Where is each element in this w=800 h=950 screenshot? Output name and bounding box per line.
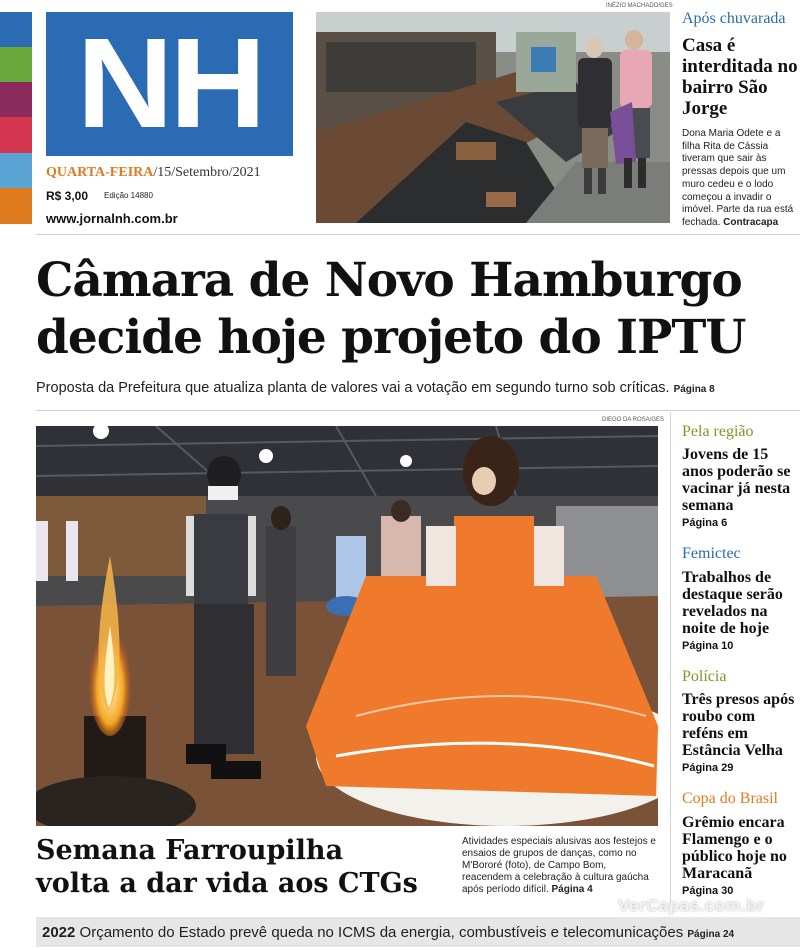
footer-page: Página 24 [687,929,735,940]
column-divider [670,412,671,907]
edition-number: Edição 14880 [104,191,153,200]
color-stripe [0,153,32,188]
subhead-page: Página 8 [673,384,715,395]
website-link[interactable]: www.jornalnh.com.br [46,211,178,226]
divider [36,234,800,235]
date: /15/Setembro/2021 [153,165,261,180]
color-stripe [0,47,32,82]
sidebar-page: Página 10 [682,640,734,652]
sidebar-page: Página 6 [682,517,728,529]
sidebar-headline-femictec[interactable]: Trabalhos de destaque serão revelados na noite de hoje [682,569,783,637]
sidebar-headline-cup[interactable]: Grêmio encara Flamengo e o público hoje no Maracanã [682,814,787,882]
side-color-bar [0,12,32,224]
top-story-text: Dona Maria Odete e a filha Rita de Cássia tiveram que sair às pressas depois que um muro cedeu e o lodo começou a invadir o imóvel. Parte da rua está fechada. [682,128,794,228]
main-subhead [36,380,715,396]
footer-text: Orçamento do Estado prevê queda no ICMS da energia, combustíveis e telecomunicações [79,924,684,941]
color-stripe [0,117,32,153]
sidebar-headline-region[interactable]: Jovens de 15 anos poderão se vacinar já nesta semana [682,446,791,514]
feature-headline-line1: Semana Farroupilha [36,835,344,866]
sidebar-kicker-femictec: Femictec [682,545,741,562]
newspaper-logo[interactable] [46,12,293,156]
weekday: QUARTA-FEIRA [46,165,154,180]
top-story-headline[interactable]: Casa é interditada no bairro São Jorge [682,35,798,119]
top-story-body [682,128,800,230]
sidebar-page: Página 29 [682,762,734,774]
caption-page: Página 4 [551,884,593,895]
sidebar-page: Página 30 [682,885,734,897]
logo-text: NH [76,12,263,155]
color-stripe [0,12,32,47]
footer-year: 2022 [42,924,76,941]
main-headline-line2: decide hoje projeto do IPTU [36,310,746,365]
dance-photo-image [36,426,658,826]
issue-date [46,165,261,181]
feature-headline-line2: volta a dar vida aos CTGs [36,868,418,899]
main-headline[interactable] [36,252,798,366]
top-story-kicker: Após chuvarada [682,10,786,27]
color-stripe [0,82,32,117]
watermark: VerCapas.com.br [618,896,765,915]
photo-credit: INÉZIO MACHADO/GES [606,3,673,9]
feature-photo [36,426,658,826]
feature-caption [462,836,658,896]
sidebar-kicker-cup: Copa do Brasil [682,790,778,807]
top-story-photo [316,12,670,223]
footer-story[interactable] [42,924,734,941]
color-stripe [0,188,32,224]
main-headline-line1: Câmara de Novo Hamburgo [36,253,742,308]
price: R$ 3,00 [46,189,89,203]
feature-headline[interactable] [36,834,418,900]
top-story-ref: Contracapa [723,216,779,228]
sidebar-kicker-police: Polícia [682,668,727,685]
photo-credit: DIEGO DA ROSA/GES [602,417,665,423]
sidebar-kicker-region: Pela região [682,423,754,440]
sidebar-headline-police[interactable]: Três presos após roubo com reféns em Estância Velha [682,691,795,759]
subhead-text: Proposta da Prefeitura que atualiza planta de valores vai a votação em segundo turno sob críticas. [36,380,670,396]
divider [36,410,800,411]
caption-text: Atividades especiais alusivas aos festejos e ensaios de grupos de danças, como no M'Bororé (foto), de Campo Bom, reacendem a celebração à cultura gaúcha após período difícil. [462,836,656,895]
collapsed-wall-image [316,12,670,223]
